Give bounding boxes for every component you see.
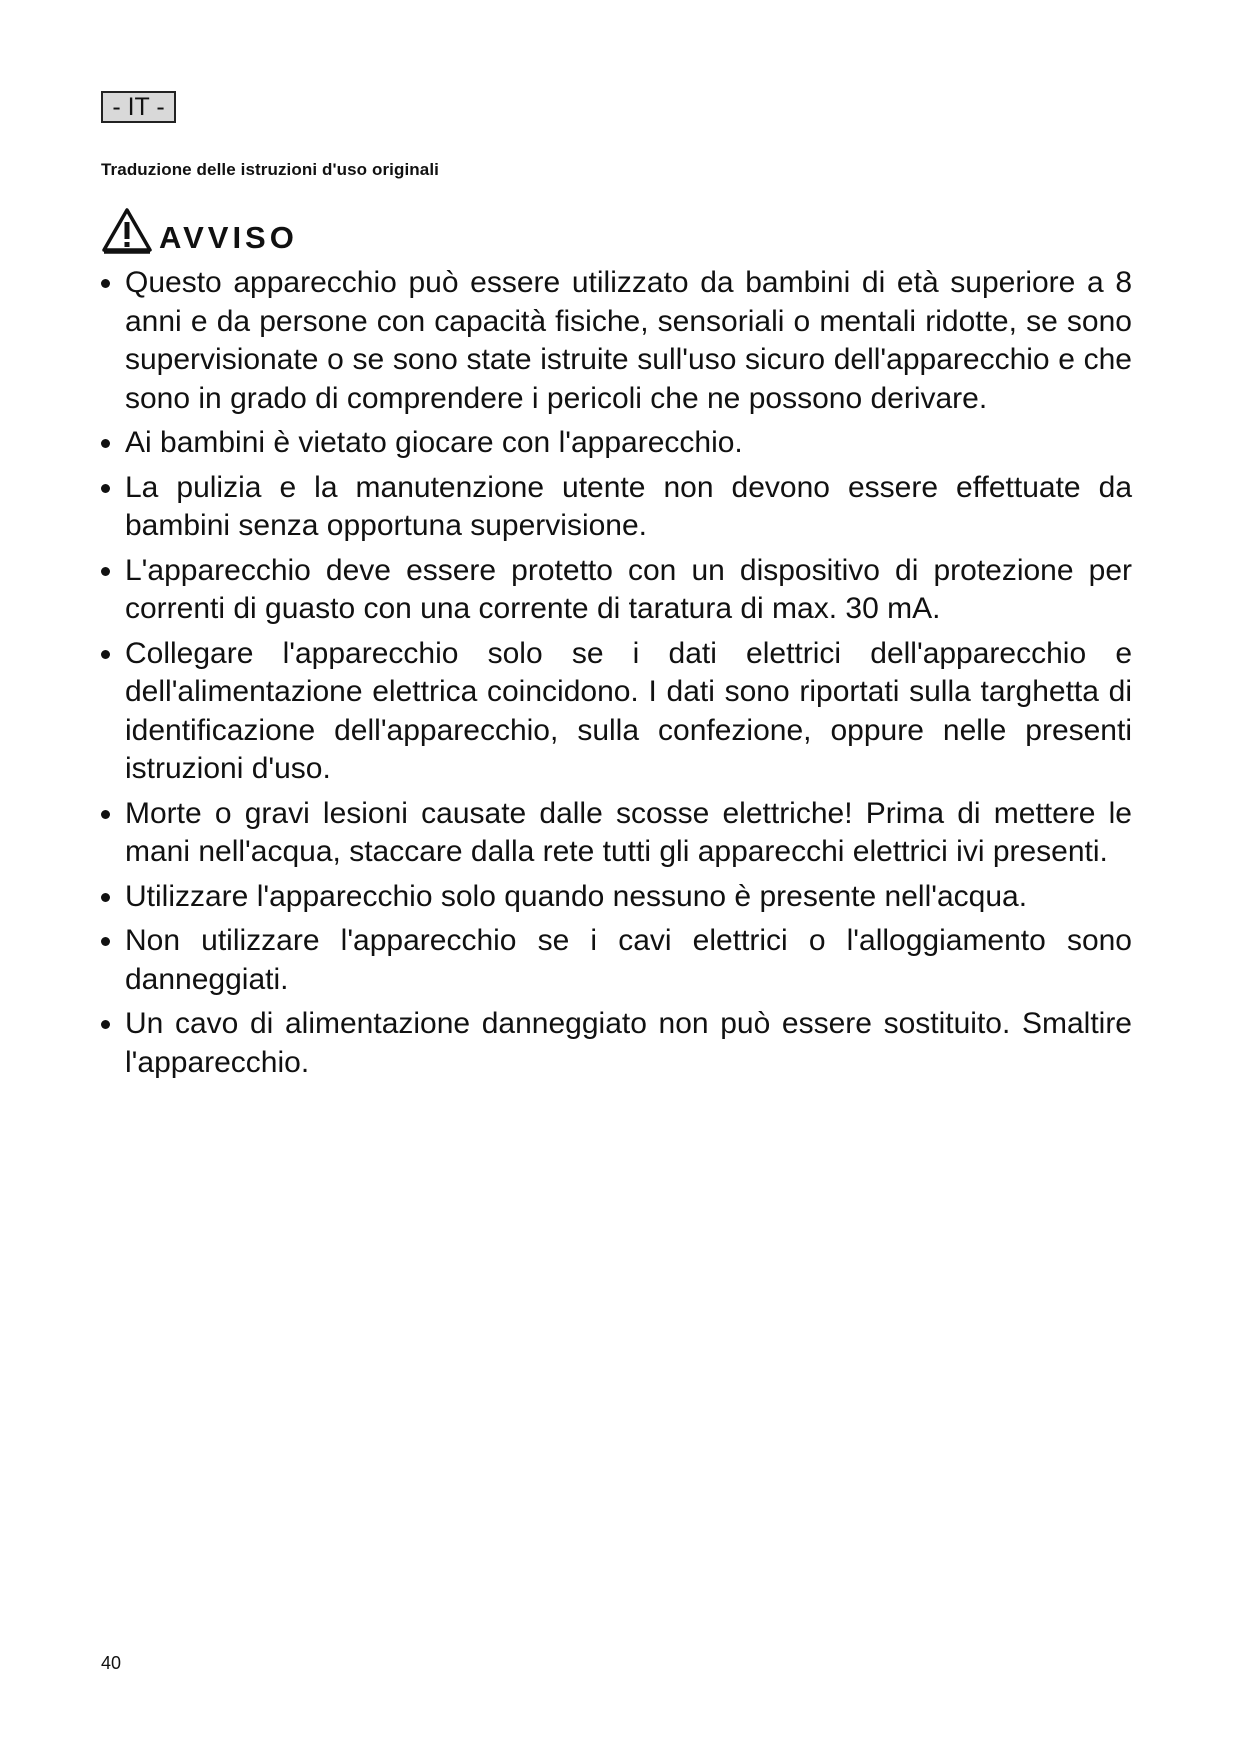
bullet-icon	[101, 567, 110, 576]
list-item-text: La pulizia e la manutenzione utente non devono essere effettuate da bambini senza opportuna supervisione.	[125, 470, 1132, 542]
list-item	[101, 878, 1132, 917]
list-item-text: Morte o gravi lesioni causate dalle scosse elettriche! Prima di mettere le mani nell'acqua, staccare dalla rete tutti gli apparecchi elettrici ivi presenti.	[125, 796, 1132, 868]
list-item-text: Collegare l'apparecchio solo se i dati elettrici dell'apparecchio e dell'alimentazione elettrica coincidono. I dati sono riportati sulla targhetta di identificazione dell'apparecchio, sulla confezione, oppure nelle presenti istruzioni d'uso.	[125, 636, 1132, 785]
warning-header	[101, 205, 298, 255]
bullet-icon	[101, 810, 110, 819]
list-item-text: Questo apparecchio può essere utilizzato da bambini di età superiore a 8 anni e da persone con capacità fisiche, sensoriali o mentali ridotte, se sono supervisionate o se sono state istruite sull'uso sicuro dell'apparecchio e che sono in grado di comprendere i pericoli che ne possono derivare.	[125, 266, 1132, 415]
list-item	[101, 1005, 1132, 1082]
bullet-icon	[101, 650, 110, 659]
list-item-text: Non utilizzare l'apparecchio se i cavi elettrici o l'alloggiamento sono danneggiati.	[125, 924, 1132, 996]
list-item	[101, 635, 1132, 789]
bullet-icon	[101, 484, 110, 493]
page-number: 40	[101, 1653, 122, 1673]
list-item	[101, 264, 1132, 418]
warning-triangle-icon	[101, 207, 153, 255]
language-tag: - IT -	[101, 91, 176, 123]
bullet-icon	[101, 279, 110, 288]
bullet-icon	[101, 937, 110, 946]
list-item	[101, 922, 1132, 999]
list-item-text: Un cavo di alimentazione danneggiato non può essere sostituito. Smaltire l'apparecchio.	[125, 1007, 1132, 1079]
document-subtitle: Traduzione delle istruzioni d'uso originali	[101, 160, 439, 179]
list-item	[101, 469, 1132, 546]
list-item-text: L'apparecchio deve essere protetto con un dispositivo di protezione per correnti di guasto con una corrente di taratura di max. 30 mA.	[125, 553, 1132, 625]
bullet-icon	[101, 893, 110, 902]
bullet-icon	[101, 439, 110, 448]
list-item-text: Utilizzare l'apparecchio solo quando nessuno è presente nell'acqua.	[125, 879, 1028, 913]
list-item	[101, 795, 1132, 872]
safety-notice-list	[101, 264, 1132, 1088]
bullet-icon	[101, 1020, 110, 1029]
list-item-text: Ai bambini è vietato giocare con l'apparecchio.	[125, 426, 743, 459]
list-item	[101, 552, 1132, 629]
warning-title: AVVISO	[159, 220, 298, 255]
list-item	[101, 424, 1132, 463]
